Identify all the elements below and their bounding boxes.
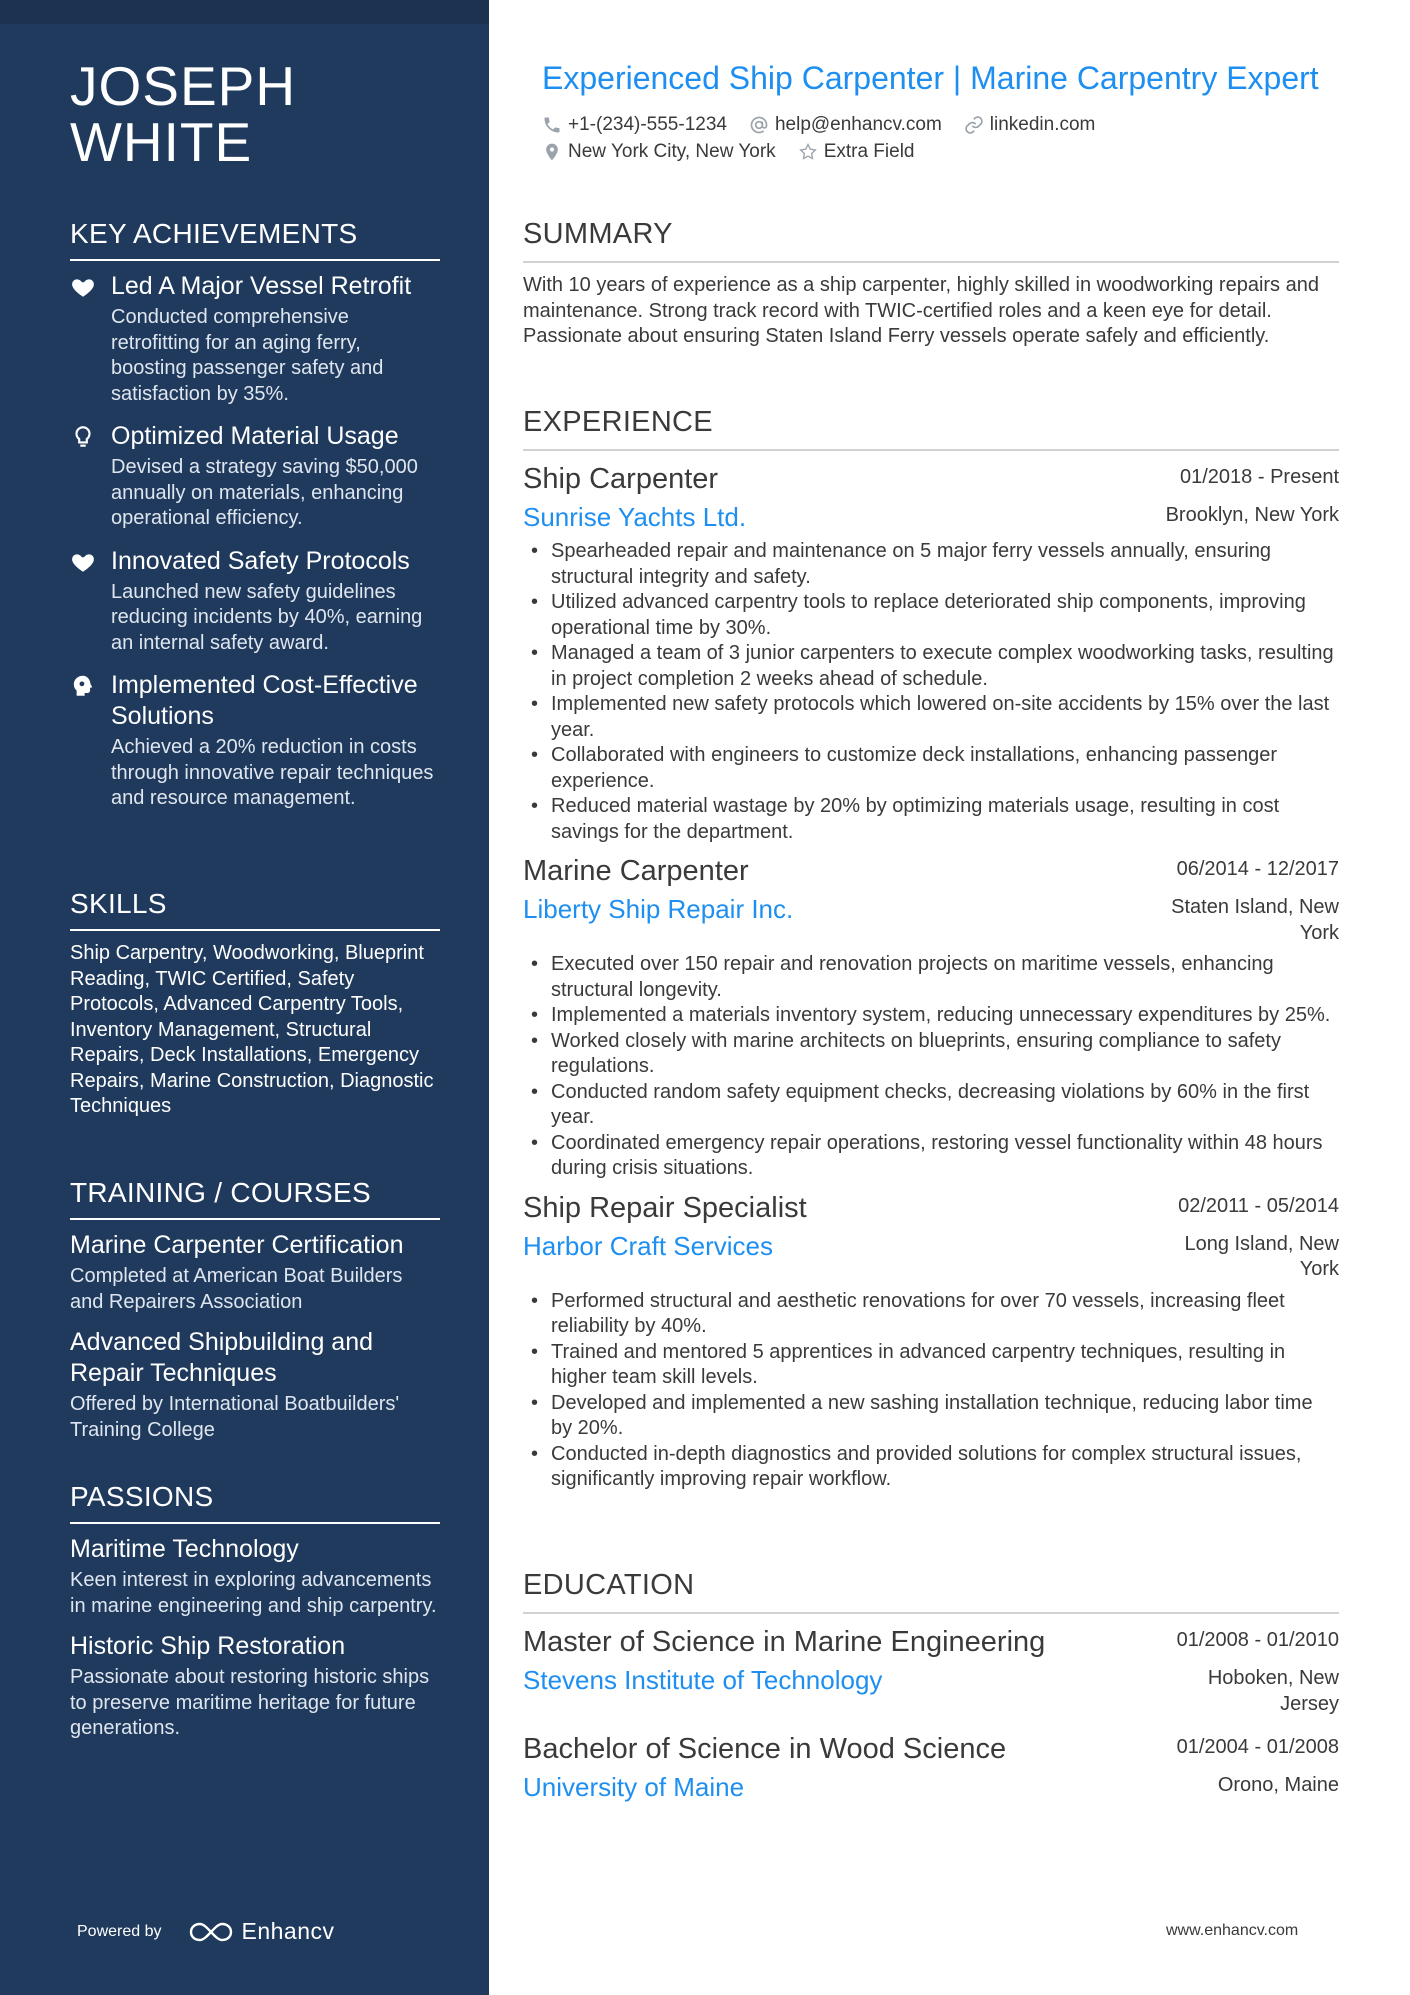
section-title: EXPERIENCE (523, 405, 1339, 451)
footer-url[interactable]: www.enhancv.com (1166, 1922, 1299, 1939)
powered-by-label: Powered by (77, 1922, 162, 1940)
enhancv-logo-icon (188, 1919, 234, 1945)
phone-icon (542, 115, 562, 135)
job-date: 01/2018 - Present (1180, 466, 1339, 488)
achievement-item (70, 670, 440, 812)
passion-title: Historic Ship Restoration (70, 1632, 346, 1660)
achievement-description: Devised a strategy saving $50,000 annually on materials, enhancing operational efficiency. (111, 456, 418, 529)
link-contact[interactable] (964, 112, 1096, 138)
bullet-item: • Worked closely with marine architects on blueprints, ensuring compliance to safety regulations. (523, 1029, 1339, 1080)
education-entry (523, 1624, 1339, 1717)
training-title: Marine Carpenter Certification (70, 1231, 404, 1259)
school-location: Orono, Maine (1217, 1774, 1339, 1796)
at-sign-icon (749, 115, 769, 135)
experience-entry (523, 853, 1339, 1182)
section-title: KEY ACHIEVEMENTS (70, 217, 440, 261)
link-icon (964, 115, 984, 135)
passion-title: Maritime Technology (70, 1535, 299, 1563)
job-location: Staten Island, New York (1171, 896, 1339, 944)
achievement-title: Optimized Material Usage (111, 422, 399, 450)
bullet-item: • Coordinated emergency repair operations, restoring vessel functionality within 48 hours during crisis situations. (523, 1131, 1339, 1182)
achievement-description: Launched new safety guidelines reducing incidents by 40%, earning an internal safety award. (111, 580, 423, 654)
achievement-title: Innovated Safety Protocols (111, 546, 410, 575)
phone-text: +1-(234)-555-1234 (568, 114, 727, 135)
achievement-item (70, 271, 440, 407)
phone-contact[interactable] (542, 112, 727, 138)
link-text: linkedin.com (989, 114, 1096, 135)
bullet-item: • Collaborated with engineers to customize deck installations, enhancing passenger experience. (523, 743, 1339, 794)
achievement-item (70, 546, 440, 657)
section-title: TRAINING / COURSES (70, 1176, 440, 1220)
training-item (70, 1230, 440, 1315)
brain-icon (70, 673, 96, 699)
passion-item (70, 1631, 440, 1742)
passion-description: Keen interest in exploring advancements in marine engineering and ship carpentry. (70, 1569, 437, 1617)
job-title: Ship Repair Specialist (523, 1191, 807, 1224)
sidebar (0, 0, 489, 1995)
school-location: Hoboken, New Jersey (1207, 1667, 1339, 1715)
degree-title: Master of Science in Marine Engineering (523, 1626, 1046, 1658)
achievement-item (70, 421, 440, 532)
school-name: Stevens Institute of Technology (523, 1665, 883, 1695)
extra-field-contact (798, 139, 915, 165)
bullet-list (523, 539, 1339, 845)
bullet-item: • Implemented a materials inventory system, reducing unnecessary expenditures by 25%. (523, 1003, 1339, 1029)
bullet-item: • Spearheaded repair and maintenance on 5 major ferry vessels annually, ensuring structural integrity and safety. (523, 539, 1339, 590)
job-date: 02/2011 - 05/2014 (1178, 1194, 1339, 1217)
headline: Experienced Ship Carpenter | Marine Carpentry Expert (542, 60, 1319, 96)
school-name: University of Maine (523, 1772, 745, 1802)
summary-text: With 10 years of experience as a ship carpenter, highly skilled in woodworking repairs and maintenance. Strong track record with TWIC-certified roles and a keen eye for detail. Passionate about ensuring Staten Island Ferry vessels operate safely and efficiently. (523, 274, 1319, 347)
training-section (70, 1176, 440, 1455)
lightbulb-icon (70, 424, 96, 450)
bullet-item: • Utilized advanced carpentry tools to replace deteriorated ship components, improving operational time by 30%. (523, 590, 1339, 641)
bullet-item: • Conducted in-depth diagnostics and provided solutions for complex structural issues, significantly improving repair workflow. (523, 1442, 1339, 1493)
location-text: New York City, New York (568, 141, 776, 162)
location-contact (542, 139, 776, 165)
contact-row (542, 139, 1342, 165)
experience-section (523, 405, 1339, 1501)
section-title: EDUCATION (523, 1568, 1339, 1614)
sidebar-top-band (0, 0, 489, 24)
contact-info (542, 112, 1342, 166)
map-pin-icon (542, 142, 562, 162)
degree-title: Bachelor of Science in Wood Science (523, 1733, 1007, 1765)
key-achievements-section (70, 217, 440, 826)
achievement-title: Led A Major Vessel Retrofit (111, 272, 412, 300)
heart-icon (70, 274, 96, 300)
bullet-list (523, 1289, 1339, 1493)
email-contact[interactable] (749, 112, 942, 138)
extra-field-text: Extra Field (823, 141, 915, 162)
section-title: PASSIONS (70, 1480, 440, 1524)
job-location: Brooklyn, New York (1165, 504, 1339, 526)
education-section (523, 1568, 1339, 1811)
training-title: Advanced Shipbuilding and Repair Techniques (70, 1328, 374, 1387)
bullet-list (523, 952, 1339, 1182)
summary-section (523, 217, 1339, 350)
email-text: help@enhancv.com (774, 114, 942, 135)
bullet-item: • Conducted random safety equipment checks, decreasing violations by 60% in the first year. (523, 1080, 1339, 1131)
job-title: Ship Carpenter (523, 463, 719, 495)
bullet-item: • Implemented new safety protocols which lowered on-site accidents by 15% over the last year. (523, 692, 1339, 743)
star-icon (798, 142, 818, 162)
job-location: Long Island, New York (1184, 1232, 1339, 1280)
candidate-name: JOSEPH WHITE (70, 55, 297, 173)
passions-section (70, 1480, 440, 1754)
heart-icon (70, 549, 96, 575)
achievement-description: Achieved a 20% reduction in costs through innovative repair techniques and resource management. (111, 736, 434, 809)
company-name: Harbor Craft Services (523, 1230, 773, 1261)
bullet-item: • Performed structural and aesthetic renovations for over 70 vessels, increasing fleet reliability by 40%. (523, 1289, 1339, 1340)
skills-list: Ship Carpentry, Woodworking, Blueprint Reading, TWIC Certified, Safety Protocols, Advanced Carpentry Tools, Inventory Management, Structural Repairs, Deck Installations, Emergency Repairs, Marine Construction, Diagnostic Techniques (70, 942, 434, 1117)
training-description: Offered by International Boatbuilders' Training College (70, 1393, 400, 1441)
powered-by[interactable] (77, 1918, 335, 1945)
training-item (70, 1327, 440, 1443)
company-name: Liberty Ship Repair Inc. (523, 894, 794, 924)
passion-item (70, 1534, 440, 1619)
passion-description: Passionate about restoring historic ships to preserve maritime heritage for future generations. (70, 1666, 430, 1739)
section-title: SUMMARY (523, 217, 1339, 263)
skills-section (70, 887, 440, 1120)
job-date: 06/2014 - 12/2017 (1176, 858, 1339, 880)
experience-entry (523, 1190, 1339, 1493)
achievement-description: Conducted comprehensive retrofitting for an aging ferry, boosting passenger safety and satisfaction by 35%. (111, 306, 384, 405)
bullet-item: • Developed and implemented a new sashing installation technique, reducing labor time by 20%. (523, 1391, 1339, 1442)
education-date: 01/2008 - 01/2010 (1176, 1629, 1339, 1651)
bullet-item: • Executed over 150 repair and renovation projects on maritime vessels, enhancing structural longevity. (523, 952, 1339, 1003)
contact-row (542, 112, 1342, 138)
education-date: 01/2004 - 01/2008 (1176, 1736, 1339, 1758)
bullet-item: • Trained and mentored 5 apprentices in advanced carpentry techniques, resulting in higher team skill levels. (523, 1340, 1339, 1391)
education-entry (523, 1731, 1339, 1803)
company-name: Sunrise Yachts Ltd. (523, 502, 747, 532)
bullet-item: • Reduced material wastage by 20% by optimizing materials usage, resulting in cost savings for the department. (523, 794, 1339, 845)
enhancv-wordmark: Enhancv (241, 1918, 335, 1944)
section-title: SKILLS (70, 887, 440, 931)
bullet-item: • Managed a team of 3 junior carpenters to execute complex woodworking tasks, resulting in project completion 2 weeks ahead of schedule. (523, 641, 1339, 692)
training-description: Completed at American Boat Builders and Repairers Association (70, 1265, 403, 1313)
experience-entry (523, 461, 1339, 845)
achievement-title: Implemented Cost-Effective Solutions (111, 671, 418, 730)
job-title: Marine Carpenter (523, 855, 749, 887)
